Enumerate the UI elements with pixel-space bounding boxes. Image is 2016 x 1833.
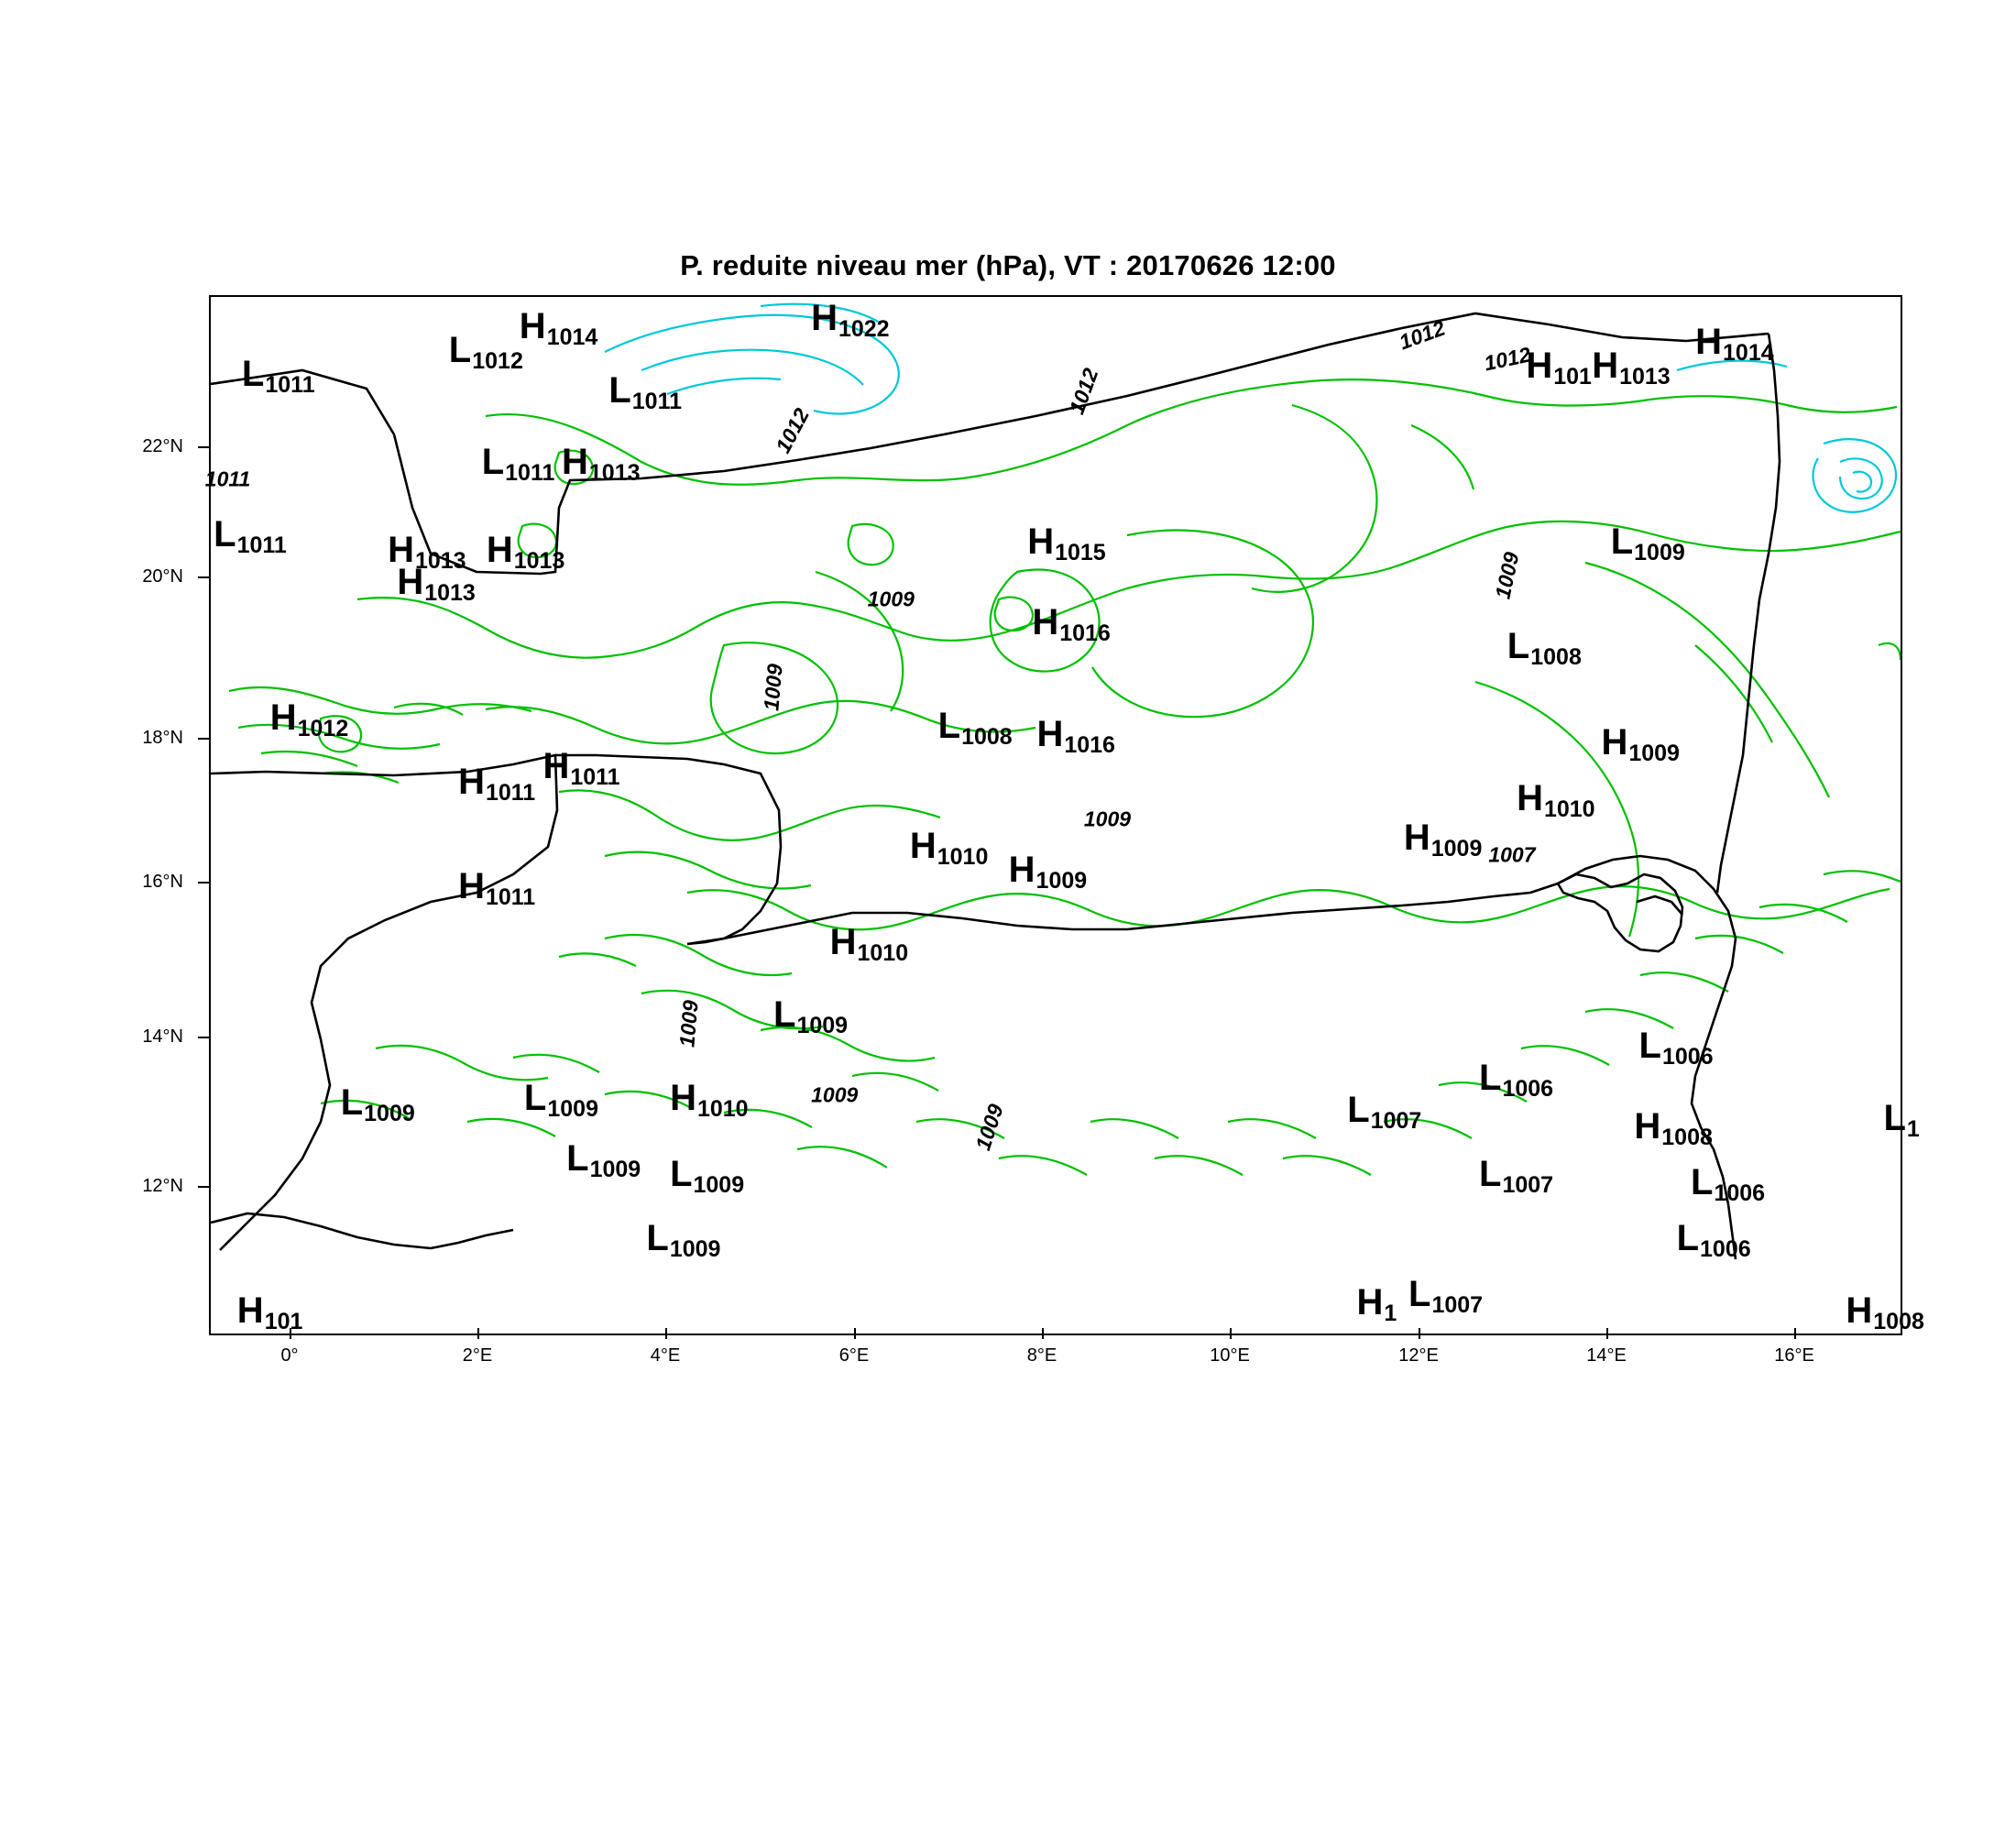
pressure-marker-h (909, 826, 989, 871)
pressure-marker-l (214, 513, 287, 558)
pressure-marker-l (1507, 625, 1582, 670)
pressure-marker-h (829, 921, 909, 966)
pressure-marker-l (1408, 1274, 1484, 1319)
marker-type: L (670, 1154, 693, 1195)
marker-value: 1013 (1619, 364, 1671, 390)
marker-type: H (486, 530, 513, 571)
marker-type: H (1403, 818, 1430, 859)
marker-value: 1010 (857, 939, 909, 966)
pressure-marker-h (1403, 818, 1483, 862)
marker-type: H (1846, 1290, 1873, 1331)
x-tick-mark (1606, 1328, 1608, 1339)
pressure-marker-h (519, 305, 598, 350)
pressure-marker-l (523, 1078, 598, 1123)
marker-value: 1011 (265, 372, 315, 399)
marker-type: H (397, 562, 424, 603)
y-tick-label: 12°N (142, 1176, 183, 1196)
marker-type: L (448, 329, 472, 370)
marker-value: 1010 (937, 844, 989, 871)
map-geometry (211, 297, 1901, 1334)
y-tick-label: 14°N (142, 1026, 183, 1047)
x-tick-label: 4°E (650, 1345, 681, 1366)
contour-value-label: 1009 (867, 587, 915, 611)
marker-type: L (773, 993, 796, 1035)
x-tick-label: 6°E (838, 1345, 870, 1366)
marker-value: 1012 (297, 716, 349, 742)
marker-type: H (1601, 721, 1628, 763)
marker-type: L (214, 513, 236, 554)
x-tick-mark (1230, 1328, 1232, 1339)
marker-value: 1009 (693, 1172, 745, 1199)
marker-type: L (1610, 521, 1634, 563)
marker-value: 1006 (1502, 1076, 1554, 1103)
pressure-marker-l (1610, 521, 1685, 566)
marker-value: 1007 (1370, 1108, 1422, 1135)
marker-value: 1011 (505, 460, 555, 487)
marker-type: H (458, 762, 485, 803)
x-tick-mark (854, 1328, 856, 1339)
x-tick-label: 12°E (1398, 1345, 1439, 1366)
marker-value: 1014 (1723, 340, 1774, 367)
chart-title: P. reduite niveau mer (hPa), VT : 20170626 12:00 (680, 249, 1336, 281)
pressure-marker-h (811, 297, 890, 342)
marker-value: 1008 (1873, 1308, 1924, 1334)
pressure-marker-h (1517, 777, 1595, 822)
marker-value: 1009 (1035, 868, 1088, 895)
marker-type: H (829, 921, 857, 962)
marker-value: 1016 (1059, 620, 1111, 646)
marker-type: H (811, 297, 838, 338)
marker-type: H (458, 865, 485, 906)
pressure-marker-h (1526, 346, 1592, 390)
marker-type: L (566, 1137, 589, 1179)
marker-type: H (1036, 713, 1064, 754)
x-tick-label: 14°E (1586, 1345, 1627, 1366)
marker-type: H (269, 697, 297, 739)
marker-value: 1009 (1634, 540, 1685, 566)
x-tick-label: 8°E (1026, 1345, 1057, 1366)
pressure-marker-h (1356, 1281, 1397, 1326)
contour-value-label: 1012 (1064, 365, 1103, 418)
y-tick-label: 18°N (142, 728, 183, 748)
pressure-marker-h (1634, 1105, 1713, 1150)
marker-type: L (523, 1078, 547, 1119)
marker-value: 1014 (546, 324, 598, 350)
marker-value: 1 (1384, 1300, 1397, 1326)
marker-type: H (388, 530, 414, 571)
marker-value: 1008 (1661, 1124, 1713, 1150)
pressure-marker-l (1638, 1026, 1714, 1070)
marker-type: H (909, 826, 937, 867)
pressure-marker-l (241, 354, 315, 399)
marker-type: H (1032, 601, 1059, 642)
pressure-marker-h (1027, 521, 1106, 566)
pressure-marker-h (486, 530, 565, 575)
marker-value: 1013 (513, 548, 565, 575)
marker-value: 1008 (961, 724, 1013, 751)
y-tick-label: 22°N (142, 436, 183, 456)
pressure-marker-l (1676, 1217, 1751, 1262)
pressure-marker-l (481, 442, 555, 487)
y-tick-mark (198, 738, 209, 740)
marker-value: 1013 (414, 548, 466, 575)
marker-type: L (608, 369, 631, 411)
y-tick-mark (198, 576, 209, 578)
pressure-marker-l (448, 329, 523, 374)
marker-value: 101 (1553, 364, 1592, 390)
y-tick-label: 20°N (142, 566, 183, 587)
pressure-marker-l (646, 1217, 721, 1262)
y-tick-mark (198, 882, 209, 884)
x-tick-label: 10°E (1210, 1345, 1250, 1366)
marker-type: L (340, 1081, 364, 1123)
pressure-marker-h (458, 762, 536, 807)
y-tick-label: 16°N (142, 872, 183, 892)
marker-value: 1007 (1502, 1172, 1554, 1199)
marker-type: L (1479, 1058, 1502, 1099)
contour-value-label: 1009 (674, 998, 703, 1048)
pressure-marker-h (562, 442, 641, 487)
pressure-marker-l (1883, 1098, 1920, 1142)
marker-value: 1009 (1628, 740, 1680, 766)
marker-type: H (670, 1078, 696, 1119)
pressure-marker-h (397, 562, 476, 607)
marker-value: 1022 (838, 315, 890, 342)
contour-value-label: 1009 (970, 1101, 1008, 1154)
pressure-marker-l (1479, 1154, 1554, 1199)
x-tick-mark (1042, 1328, 1044, 1339)
map-plot-area (209, 295, 1902, 1335)
marker-type: L (1347, 1090, 1370, 1131)
marker-value: 1013 (588, 460, 641, 487)
pressure-marker-h (1695, 322, 1774, 367)
marker-value: 1013 (424, 580, 476, 607)
marker-type: L (937, 706, 961, 747)
pressure-marker-h (1592, 346, 1671, 390)
marker-value: 1016 (1064, 731, 1115, 758)
marker-value: 1008 (1530, 643, 1582, 670)
x-tick-mark (1794, 1328, 1796, 1339)
pressure-marker-h (1846, 1290, 1924, 1334)
pressure-marker-l (1691, 1161, 1766, 1206)
pressure-marker-l (340, 1081, 415, 1126)
pressure-marker-l (566, 1137, 641, 1182)
contour-value-label: 1012 (1396, 315, 1449, 355)
marker-value: 1009 (796, 1012, 849, 1038)
marker-value: 1011 (485, 780, 536, 807)
marker-type: L (1638, 1026, 1661, 1067)
contour-value-label: 1009 (811, 1082, 859, 1107)
marker-value: 1011 (570, 763, 620, 790)
pressure-marker-h (542, 745, 620, 790)
pressure-marker-h (1601, 721, 1680, 766)
contour-value-label: 1012 (770, 404, 814, 457)
pressure-marker-l (608, 369, 683, 414)
marker-type: H (1027, 521, 1055, 563)
marker-type: L (481, 442, 505, 483)
marker-type: H (1526, 346, 1553, 387)
pressure-marker-l (773, 993, 849, 1038)
marker-value: 1010 (1543, 796, 1595, 822)
marker-value: 1009 (1430, 836, 1483, 862)
contour-value-label: 1011 (204, 466, 251, 491)
pressure-marker-h (458, 865, 536, 910)
contour-value-label: 1007 (1488, 842, 1536, 867)
marker-value: 1007 (1431, 1292, 1484, 1319)
marker-type: H (1008, 850, 1035, 891)
marker-value: 1011 (236, 532, 287, 558)
x-tick-mark (1419, 1328, 1420, 1339)
marker-type: L (1479, 1154, 1502, 1195)
y-tick-mark (198, 1186, 209, 1188)
marker-value: 1011 (631, 388, 683, 414)
marker-value: 101 (264, 1308, 303, 1334)
marker-value: 1015 (1055, 540, 1106, 566)
marker-value: 1012 (472, 347, 523, 374)
marker-type: H (519, 305, 546, 346)
y-tick-mark (198, 1037, 209, 1038)
pressure-marker-h (670, 1078, 749, 1123)
marker-type: H (1634, 1105, 1661, 1147)
contour-value-label: 1009 (1490, 549, 1524, 601)
x-tick-label: 16°E (1774, 1345, 1814, 1366)
y-tick-mark (198, 446, 209, 448)
contour-value-label: 1012 (1481, 342, 1533, 376)
pressure-marker-l (1347, 1090, 1422, 1135)
pressure-marker-h (1036, 713, 1115, 758)
pressure-marker-l (670, 1154, 745, 1199)
marker-value: 1009 (547, 1096, 598, 1123)
marker-value: 1006 (1714, 1180, 1766, 1206)
marker-value: 1011 (485, 884, 536, 910)
pressure-marker-h (1008, 850, 1088, 895)
marker-type: H (1592, 346, 1619, 387)
x-tick-label: 0° (280, 1345, 299, 1366)
marker-type: L (1676, 1217, 1700, 1258)
marker-type: H (562, 442, 588, 483)
pressure-marker-h (1032, 601, 1111, 646)
marker-type: L (1883, 1098, 1906, 1138)
contour-value-label: 1009 (759, 663, 787, 712)
marker-value: 1009 (669, 1235, 721, 1262)
pressure-marker-h (269, 697, 349, 742)
marker-type: L (1408, 1274, 1431, 1315)
marker-type: H (1517, 777, 1543, 818)
marker-value: 1010 (696, 1096, 749, 1123)
marker-type: H (236, 1290, 264, 1331)
marker-type: L (1691, 1161, 1714, 1202)
marker-type: H (542, 745, 570, 786)
x-tick-mark (477, 1328, 479, 1339)
contour-value-label: 1009 (1083, 807, 1132, 831)
marker-type: H (1695, 322, 1723, 363)
marker-type: L (241, 354, 265, 395)
marker-value: 1 (1906, 1116, 1920, 1142)
pressure-marker-h (236, 1290, 303, 1334)
marker-type: H (1356, 1281, 1384, 1323)
pressure-marker-l (1479, 1058, 1554, 1103)
marker-value: 1006 (1700, 1235, 1751, 1262)
pressure-marker-l (937, 706, 1013, 751)
marker-value: 1006 (1661, 1044, 1714, 1070)
marker-type: L (1507, 625, 1530, 666)
x-tick-mark (665, 1328, 667, 1339)
marker-type: L (646, 1217, 669, 1258)
x-tick-label: 2°E (462, 1345, 493, 1366)
marker-value: 1009 (364, 1100, 415, 1126)
marker-value: 1009 (589, 1156, 641, 1182)
